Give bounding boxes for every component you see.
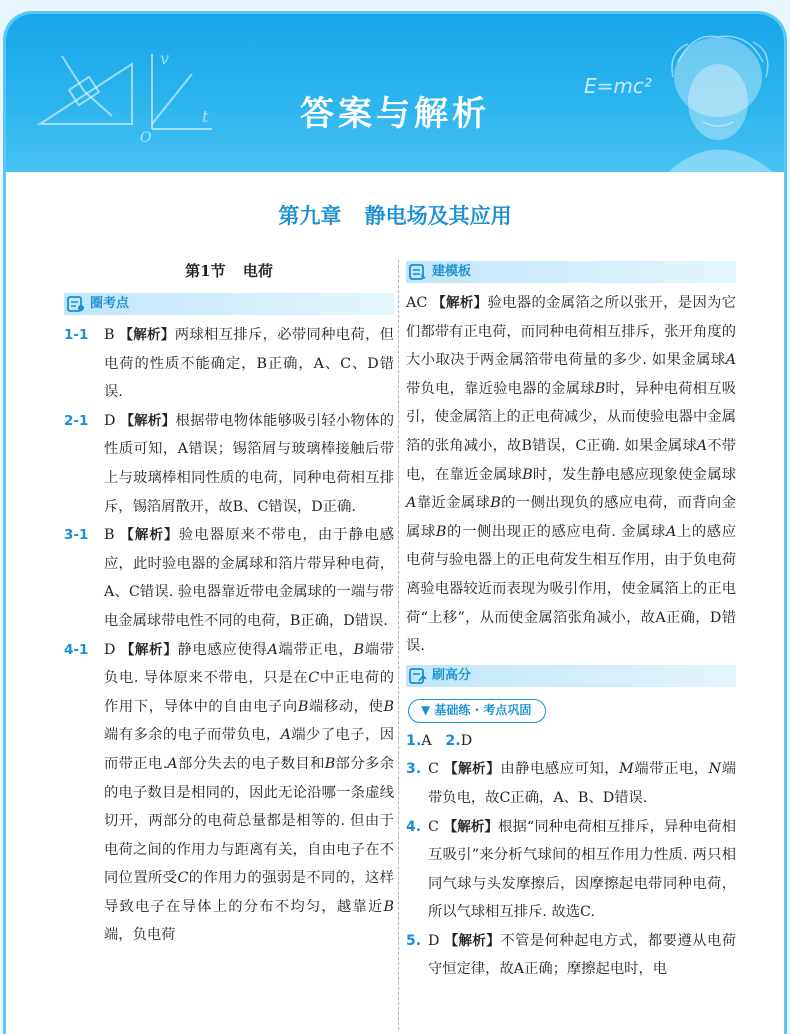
page-title: 答案与解析	[300, 94, 490, 134]
item-text: 验电器原来不带电，由于静电感应，此时验电器的金属球和箔片带异种电荷，A、C错误. 验电器靠近带电金属球的一端与带电金属球带电性不同的电荷，B正确，D错误.	[104, 527, 395, 629]
score-icon	[409, 667, 427, 685]
analysis-keyword: 【解析】	[444, 761, 501, 778]
target-icon	[67, 295, 85, 313]
item-answer: D	[460, 732, 473, 749]
item-number: 5.	[406, 932, 422, 949]
item-text: 根据带电物体能够吸引轻小物体的性质可知，A错误；锡箔屑与玻璃棒接触后带上与玻璃棒相同性质的电荷，同种电荷相互排斥，锡箔屑散开，故B、C错误，D正确.	[104, 412, 395, 515]
svg-text:v: v	[160, 49, 170, 68]
answer-item-4	[406, 813, 736, 927]
section-title	[64, 257, 394, 285]
model-answer: AC	[406, 295, 428, 311]
left-column	[64, 257, 394, 950]
practice-level-pill: ▼ 基础练 · 考点巩固	[408, 699, 546, 723]
item-number: 1-1	[64, 327, 89, 343]
item-answer: D	[104, 641, 116, 658]
model-text: 验电器的金属箔之所以张开，是因为它们都带有正电荷，而同种电荷相互排斥，张开角度的大小取决于两金属箔带电荷量的多少. 如果金属球A带负电，靠近验电器的金属球B时，异种电荷相互吸引，使金属箔上的正电荷减少，从而使验电器中金属箔的张角减小，故B错误，C正确. 如果金属球A不带电，在靠近金属球B时，发生静电感应现象使金属球A靠近金属球B的一侧出现负的感应电荷，而背向金属球B的一侧出现正的感应电荷. 金属球A上的感应电荷与验电器上的正电荷发生相互作用，由于负电荷离验电器较近而表现为吸引作用，使金属箔上的正电荷“上移”，从而使金属箔张角减小，故A正确，D错误.	[406, 295, 737, 655]
item-answer: B	[104, 527, 115, 544]
tag-label: 刷高分	[432, 667, 472, 683]
analysis-keyword: 【解析】	[120, 641, 178, 658]
svg-text:t: t	[202, 107, 209, 126]
item-number: 4.	[406, 818, 422, 835]
chapter-name: 静电场及其应用	[364, 204, 512, 228]
answer-item-3	[406, 755, 736, 812]
answer-item-4-1	[64, 636, 394, 951]
item-answer: C	[428, 818, 439, 835]
answer-line-1-2	[406, 727, 736, 756]
model-analysis	[406, 289, 736, 661]
item-text: 由静电感应可知，M端带正电，N端带负电，故C正确，A、B、D错误.	[428, 761, 737, 806]
item-number: 3.	[406, 761, 422, 778]
section-name: 电荷	[242, 262, 273, 280]
analysis-keyword: 【解析】	[432, 295, 488, 311]
tag-bar-gaofen	[406, 665, 736, 687]
analysis-keyword: 【解析】	[443, 818, 499, 835]
scientist-portrait-icon	[648, 22, 778, 172]
template-icon	[409, 263, 427, 281]
item-number: 2-1	[64, 412, 89, 429]
item-answer: A	[421, 732, 432, 749]
analysis-keyword: 【解析】	[119, 327, 175, 343]
analysis-keyword: 【解析】	[120, 412, 176, 429]
right-column	[406, 257, 736, 984]
item-text: 两球相互排斥，必带同种电荷，但电荷的性质不能确定，B正确，A、C、D错误.	[104, 327, 395, 401]
item-answer: D	[104, 412, 116, 429]
header-banner	[6, 14, 784, 172]
column-divider	[398, 260, 399, 1030]
item-number: 4-1	[64, 641, 89, 658]
item-text: 静电感应使得A端带正电，B端带负电. 导体原来不带电，只是在C中正电荷的作用下，导体中的自由电子向B端移动，使B端有多余的电子而带负电，A端少了电子，因而带正电.A部分失去的电子数目和B部分多余的电子数目是相同的，因此无论沿哪一条虚线切开，两部分的电荷总量都是相等的. 但由于电荷之间的作用力与距离有关，自由电子在不同位置所受C的作用力的强弱是不同的，这样导致电子在导体上的分布不均匀，越靠近B端，负电荷	[104, 641, 395, 944]
answer-item-5	[406, 927, 736, 984]
item-text: 不管是何种起电方式，都要遵从电荷守恒定律，故A正确；摩擦起电时，电	[428, 932, 737, 978]
item-answer: B	[104, 327, 115, 343]
item-number: 1.	[406, 732, 422, 749]
svg-text:O: O	[140, 130, 152, 144]
answer-item-2-1	[64, 407, 394, 521]
item-number: 3-1	[64, 527, 89, 544]
chapter-heading	[6, 200, 784, 230]
item-text: 根据“同种电荷相互排斥，异种电荷相互吸引”来分析气球间的相互作用力性质. 两只相同气球与头发摩擦后，因摩擦起电带同种电荷，所以气球相互排斥. 故选C.	[428, 818, 737, 921]
tag-label: 圈考点	[90, 296, 130, 311]
item-answer: D	[428, 932, 440, 949]
tag-label: 建模板	[432, 264, 472, 279]
answer-item-3-1	[64, 521, 394, 635]
item-number: 2.	[445, 732, 461, 749]
pill-label: 基础练 · 考点巩固	[434, 702, 532, 717]
tag-bar-kaodian	[64, 293, 394, 315]
analysis-keyword: 【解析】	[120, 527, 179, 544]
tag-bar-moban	[406, 261, 736, 283]
answer-item-1-1	[64, 321, 394, 407]
analysis-keyword: 【解析】	[444, 932, 501, 949]
item-answer: C	[428, 761, 439, 778]
chapter-number: 第九章	[278, 204, 342, 228]
section-number: 第1节	[185, 262, 226, 280]
formula-text: E=mc²	[584, 74, 652, 98]
page-frame	[6, 14, 784, 1034]
